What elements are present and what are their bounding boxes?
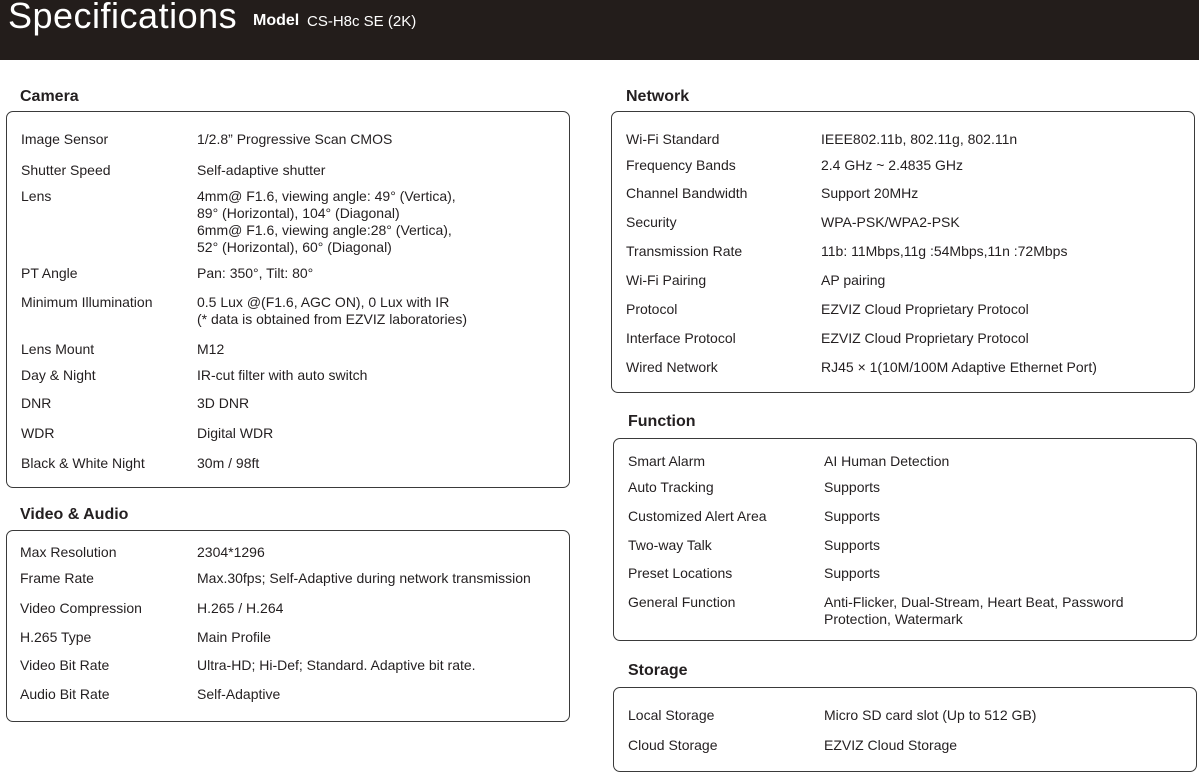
spec-value: WPA-PSK/WPA2-PSK [821, 214, 960, 230]
spec-label: Cloud Storage [628, 737, 718, 753]
spec-label: General Function [628, 594, 736, 610]
spec-value: Max.30fps; Self-Adaptive during network transmission [197, 570, 531, 586]
spec-value: Supports [824, 508, 881, 524]
spec-value: EZVIZ Cloud Proprietary Protocol [821, 301, 1029, 317]
spec-value: IEEE802.11b, 802.11g, 802.11n [821, 131, 1018, 147]
network-spec-table [611, 111, 1195, 393]
spec-value: Support 20MHz [821, 185, 919, 201]
spec-value: 0.5 Lux @(F1.6, AGC ON), 0 Lux with IR (* data is obtained from EZVIZ laboratories) [197, 294, 468, 327]
section-title-storage: Storage [628, 662, 688, 679]
spec-value: 30m / 98ft [197, 455, 260, 471]
spec-label: Two-way Talk [628, 537, 712, 553]
spec-value: AP pairing [821, 272, 886, 288]
section-title-video-audio: Video & Audio [20, 506, 129, 523]
function-spec-table [613, 438, 1197, 641]
spec-value: Main Profile [197, 629, 271, 645]
spec-label: Wi-Fi Pairing [626, 272, 707, 288]
spec-value: Supports [824, 565, 881, 581]
spec-label: Smart Alarm [628, 453, 706, 469]
spec-value: Anti-Flicker, Dual-Stream, Heart Beat, Password Protection, Watermark [824, 594, 1124, 627]
spec-label: WDR [21, 425, 55, 441]
header-bar [0, 0, 1199, 60]
section-title-network: Network [626, 88, 690, 105]
spec-label: Local Storage [628, 707, 715, 723]
spec-value: Pan: 350°, Tilt: 80° [197, 265, 314, 281]
spec-label: Video Compression [20, 600, 142, 616]
spec-value: M12 [197, 341, 225, 357]
spec-value: RJ45 × 1(10M/100M Adaptive Ethernet Port) [821, 359, 1097, 375]
spec-label: Video Bit Rate [20, 657, 110, 673]
page-title: Specifications [8, 0, 238, 36]
spec-value: EZVIZ Cloud Proprietary Protocol [821, 330, 1029, 346]
spec-label: Channel Bandwidth [626, 185, 748, 201]
spec-label: Frame Rate [20, 570, 94, 586]
spec-label: Preset Locations [628, 565, 733, 581]
storage-spec-table [613, 687, 1197, 772]
spec-value: Supports [824, 537, 881, 553]
spec-label: Customized Alert Area [628, 508, 767, 524]
video-audio-spec-table [6, 530, 570, 722]
spec-label: Audio Bit Rate [20, 686, 110, 702]
spec-value: 3D DNR [197, 395, 250, 411]
spec-value: Self-Adaptive [197, 686, 281, 702]
spec-label: Transmission Rate [626, 243, 743, 259]
spec-value: Self-adaptive shutter [197, 162, 326, 178]
spec-value: Micro SD card slot (Up to 512 GB) [824, 707, 1037, 723]
spec-label: Protocol [626, 301, 678, 317]
spec-label: Wired Network [626, 359, 718, 375]
spec-value: Digital WDR [197, 425, 274, 441]
spec-label: Security [626, 214, 677, 230]
section-title-camera: Camera [20, 88, 79, 105]
spec-value: 11b: 11Mbps,11g :54Mbps,11n :72Mbps [821, 243, 1068, 259]
spec-label: Wi-Fi Standard [626, 131, 720, 147]
spec-label: Interface Protocol [626, 330, 736, 346]
spec-value: 4mm@ F1.6, viewing angle: 49° (Vertica), 89° (Horizontal), 104° (Diagonal) 6mm@ F1.6, viewing angle:28° (Vertica), 52° (Horizontal), 60° (Diagonal) [197, 188, 456, 255]
spec-label: Max Resolution [20, 544, 117, 560]
spec-label: Shutter Speed [21, 162, 111, 178]
spec-label: DNR [21, 395, 52, 411]
section-title-function: Function [628, 413, 696, 430]
spec-label: Minimum Illumination [21, 294, 153, 310]
spec-label: Auto Tracking [628, 479, 714, 495]
spec-label: Lens Mount [21, 341, 95, 357]
camera-spec-table [6, 111, 570, 488]
spec-value: Supports [824, 479, 881, 495]
spec-label: PT Angle [21, 265, 78, 281]
spec-label: Day & Night [21, 367, 96, 383]
spec-label: Lens [21, 188, 52, 204]
model-value: CS-H8c SE (2K) [307, 13, 417, 30]
spec-label: Frequency Bands [626, 157, 736, 173]
spec-value: EZVIZ Cloud Storage [824, 737, 958, 753]
spec-value: H.265 / H.264 [197, 600, 284, 616]
model-label: Model [253, 12, 300, 29]
spec-value: Ultra-HD; Hi-Def; Standard. Adaptive bit rate. [197, 657, 476, 673]
spec-value: 2304*1296 [197, 544, 265, 560]
spec-label: Black & White Night [21, 455, 145, 471]
spec-label: H.265 Type [20, 629, 92, 645]
spec-label: Image Sensor [21, 131, 109, 147]
spec-value: 1/2.8” Progressive Scan CMOS [197, 131, 393, 147]
spec-value: 2.4 GHz ~ 2.4835 GHz [821, 157, 964, 173]
spec-value: AI Human Detection [824, 453, 950, 469]
spec-value: IR-cut filter with auto switch [197, 367, 368, 383]
